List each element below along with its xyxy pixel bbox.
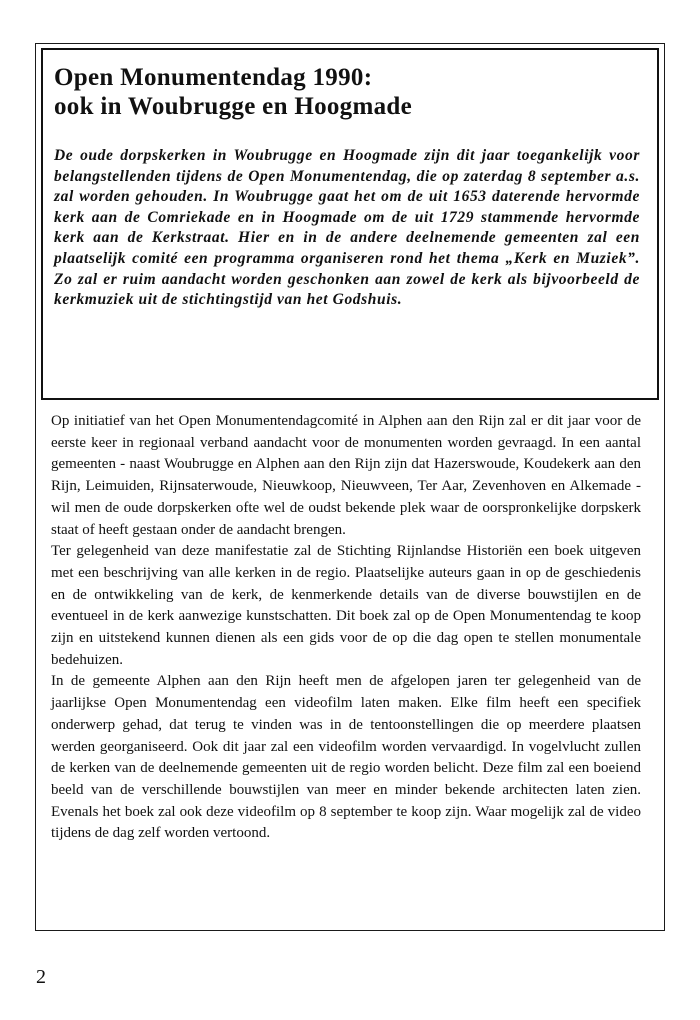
article-body <box>51 411 641 845</box>
title-line-2: ook in Woubrugge en Hoogmade <box>54 93 412 120</box>
article-title <box>54 63 654 121</box>
body-paragraph: In de gemeente Alphen aan den Rijn heeft men de afgelopen jaren ter gelegenheid van de jaarlijkse Open Monumentendag een videofilm laten maken. Elke film heeft een specifiek onderwerp gehad, dat terug te vinden was in de tentoonstellingen die op meerdere plaatsen werden georganiseerd. Ook dit jaar zal een videofilm worden vervaardigd. In vogelvlucht zullen de kerken van de deelnemende gemeenten uit de regio worden belicht. Deze film zal een boeiend beeld van de verschillende bouwstijlen van meer en minder bekende architecten laten zien. Evenals het boek zal ook deze videofilm op 8 september te koop zijn. Waar mogelijk zal de video tijdens de dag zelf worden vertoond. <box>51 673 641 842</box>
body-paragraph: Ter gelegenheid van deze manifestatie zal de Stichting Rijnlandse Historiën een boek uitgeven met een beschrijving van alle kerken in de regio. Plaatselijke auteurs gaan in op de geschiedenis en de ontwikkeling van de kerk, de kenmerkende details van de diverse bouwstijlen en de eventueel in de kerk aanwezige kunstschatten. Dit boek zal op de Open Monumentendag te koop zijn en uitstekend kunnen dienen als een gids voor de op die dag open te stellen monumentale bedehuizen. <box>51 543 641 668</box>
title-line-1: Open Monumentendag 1990: <box>54 64 373 91</box>
lead-paragraph: De oude dorpskerken in Woubrugge en Hoogmade zijn dit jaar toegankelijk voor belangstellenden tijdens de Open Monumentendag, die op zaterdag 8 september a.s. zal worden gehouden. In Woubrugge gaat het om de uit 1653 daterende hervormde kerk aan de Comriekade en in Hoogmade om de uit 1729 stammende hervormde kerk aan de Kerkstraat. Hier en in de andere deelnemende gemeenten zal een plaatselijk comité een programma organiseren rond het thema „Kerk en Muziek”. Zo zal er ruim aandacht worden geschonken aan zowel de kerk als bijvoorbeeld de kerkmuziek uit de stichtingstijd van het Godshuis. <box>54 147 640 309</box>
page-number: 2 <box>36 966 46 988</box>
body-paragraph: Op initiatief van het Open Monumentendagcomité in Alphen aan den Rijn zal er dit jaar voor de eerste keer in regionaal verband aandacht voor de monumenten worden gevraagd. In een aantal gemeenten - naast Woubrugge en Alphen aan den Rijn zijn dat Hazerswoude, Koudekerk aan den Rijn, Leimuiden, Rijnsaterwoude, Nieuwkoop, Nieuwveen, Ter Aar, Zevenhoven en Alkemade - wil men de oude dorpskerken ofte wel de oudst bekende plek waar de oorspronkelijke dorpskerk staat of heeft gestaan onder de aandacht brengen. <box>51 413 641 538</box>
